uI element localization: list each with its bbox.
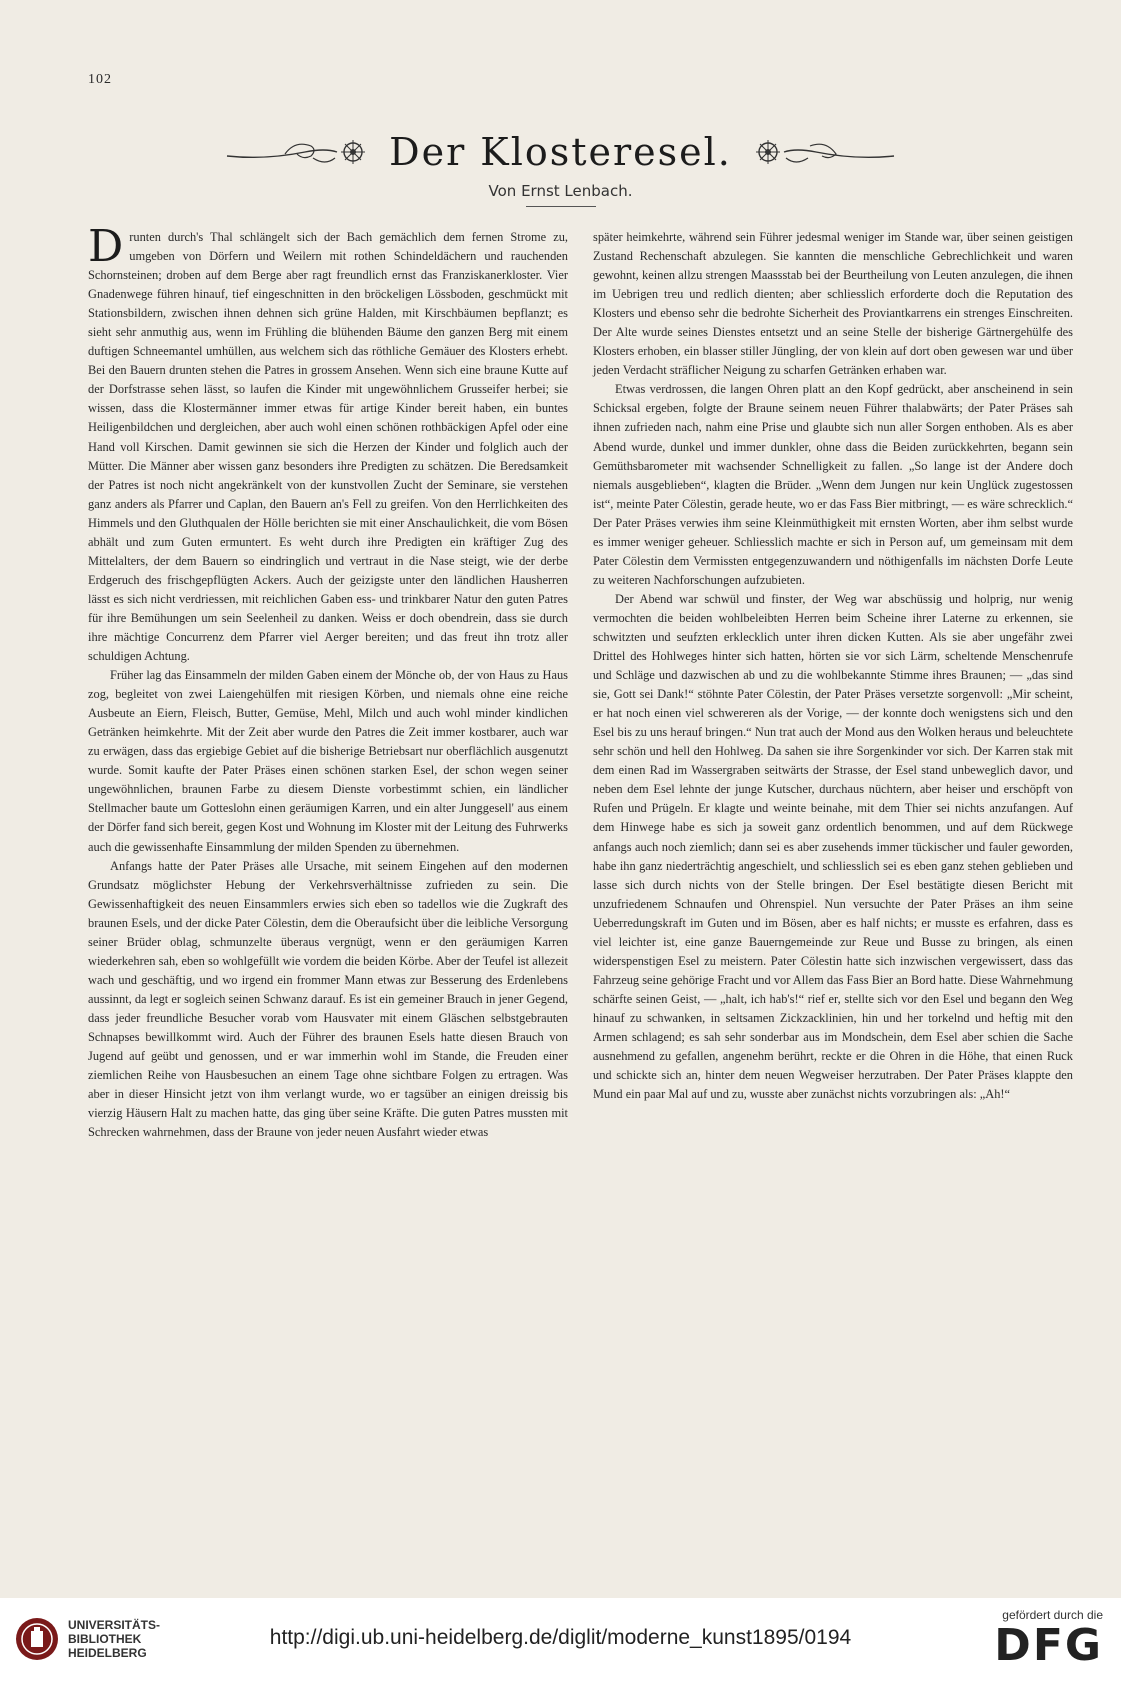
- right-ornament-icon: [746, 134, 896, 170]
- funder-label: gefördert durch die: [1002, 1608, 1103, 1622]
- paragraph: Der Abend war schwül und finster, der Weg war abschüssig und holprig, nur wenig vermochten die beiden wohlbeleibten Herren beim Scheine ihrer Laterne zu erkennen, sie schwitzten und seufzten erklecklich unter ihren dicken Kutten. Als sie aber ungefähr zwei Drittel des Hohlweges hinter sich hatten, hörten sie vor sich Lärm, scheltende Menschenrufe und Schläge und dazwischen ab und zu die wohlbekannte Stimme ihres Braunen; — „das sind sie, Gott sei Dank!“ stöhnte Pater Cölestin, der Pater Präses versetzte sorgenvoll: „Mir scheint, er hat noch einen viel schwereren als der Vorige, — der konnte doch wenigstens sich und den Esel bis zu uns herauf bringen.“ Nun trat auch der Mond aus den Wolken heraus und beleuchtete sehr schön und hell den Hohlweg. Da sahen sie ihre Sorgenkinder vor sich. Der Karren stak mit dem einen Rad im Wassergraben seitwärts der Strasse, der Esel stand unbeweglich davor, und neben dem Esel lehnte der junge Kutscher, durchaus nüchtern, aber heiser und erschöpft von Rufen und Prügeln. Er klagte und weinte beinahe, mit dem Thier sei nichts anzufangen. Auf dem Hinwege habe es sich ja soweit ganz ordentlich benommen, und auf dem Rückwege anfangs auch noch ziemlich; dann sei es aber zusehends immer tückischer und fauler geworden, habe ihn ganz niederträchtig angeschielt, und schliesslich sei es eben ganz stehen geblieben und lasse sich durch nichts von der Stelle bringen. Der Esel bestätigte diesen Bericht mit unzufriedenem Schnaufen und Ohrenspiel. Nun versuchte der Pater Präses an ihm seine Ueberredungskraft im Guten und im Bösen, aber es half nichts; er musste es erfahren, dass es viel leichter ist, eine ganze Bauerngemeinde zur Reue und Busse zu bringen, als einen widerspenstigen Esel zu meistern. Pater Cölestin hatte sich inzwischen vergewissert, dass das Fahrzeug seine gehörige Fracht und vor Allem das Fass Bier an Bord hatte. Diese Wahrnehmung schärfte seinen Geist, — „halt, ich hab's!“ rief er, stellte sich vor den Esel und begann den Weg hinauf zu schwanken, in seltsamen Zickzacklinien, hin und her torkelnd und heftig mit den Armen schlagend; es sah sehr sonderbar aus im Mondschein, dem Esel aber schien die Sache ausnehmend zu gefallen, angenehm berührt, reckte er die Ohren in die Höhe, that einen Ruck und schickte sich an, hinter dem neuen Wegweiser herzutraben. Der Pater Präses klappte den Mund ein paar Mal auf und zu, wusste aber zunächst nichts vorzubringen als: „Ah!“: [593, 591, 1073, 1102]
- text-columns: [88, 221, 1073, 1142]
- paragraph: Anfangs hatte der Pater Präses alle Ursache, mit seinem Eingehen auf den modernen Grundsatz möglichster Hebung der Verkehrsverhältnisse zufrieden zu sein. Die Gewissenhaftigkeit des neuen Einsammlers erwies sich eben so tadellos wie die Zugkraft des braunen Esels, und der dicke Pater Cölestin, dem die Oberaufsicht über die leibliche Versorgung seiner Brüder oblag, schmunzelte überaus vergnügt, wenn er den geräumigen Karren wiederkehren sah, eben so wohlgefüllt wie vordem die beiden Körbe. Aber der Teufel ist allezeit wach und geschäftig, und wo irgend ein frommer Mann etwas zur Besserung des Erdenlebens aussinnt, da legt er sogleich seinen Schwanz darauf. Es ist ein gemeiner Brauch in jener Gegend, dass jeder freundliche Besucher vorab vom Hausvater mit einem Gläschen selbstgebrauten Schnapses bewillkommt wird. Auch der Führer des braunen Esels hatte diesen Brauch von Jugend auf geübt und genossen, und er war immerhin wohl im Stande, die Freuden einer ziemlichen Reihe von Hausbesuchen an einem Tage ohne sichtbare Folgen zu ertragen. Was aber in dieser Hinsicht jetzt von ihm verlangt wurde, wo er tagsüber an einigen dreissig bis vierzig Häusern Halt zu machen hatte, das ging über seine Kräfte. Die guten Patres mussten mit Schrecken wahrnehmen, dass der Braune von jeder neuen Ausfahrt wieder etwas: [88, 858, 568, 1140]
- article-author: Von Ernst Lenbach.: [488, 182, 633, 200]
- paragraph: [88, 221, 568, 666]
- paragraph: Etwas verdrossen, die langen Ohren platt an den Kopf gedrückt, aber anscheinend in sein Schicksal ergeben, folgte der Braune seinem neuen Führer thalabwärts; der Pater Präses sah ihnen zufrieden nach, nahm eine Prise und glaubte sich nun aller Sorgen enthoben. Als es aber Abend wurde, dunkel und immer dunkler, ohne dass die Beiden zurückkehrten, begann sein Gemüthsbarometer mit wachsender Schnelligkeit zu fallen. „So lange ist der Andere doch niemals ausgeblieben“, klagten die Brüder. „Wenn dem Jungen nur kein Unglück zugestossen ist“, meinte Pater Cölestin, gerade heute, wo er das Fass Bier mitbringt, — es wäre schrecklich.“ Der Pater Präses verwies ihm seine Kleinmüthigkeit mit ernsten Worten, aber ihm selbst wurde es immer weniger geheuer. Schliesslich machte er sich in Person auf, um gemeinsam mit dem Pater Cölestin dem Vermissten entgegenzuwandern und nöthigenfalls im nächsten Dorfe Leute zu weiteren Nachforschungen aufzubieten.: [593, 382, 1073, 587]
- title-divider: [526, 206, 596, 207]
- page-number: 102: [88, 72, 112, 87]
- title-row: [0, 130, 1121, 174]
- left-column: [88, 221, 568, 1142]
- library-name-line: UNIVERSITÄTS-: [68, 1618, 161, 1632]
- funder-block[interactable]: [994, 1608, 1103, 1670]
- article-title: Der Klosteresel.: [389, 130, 732, 174]
- article-heading: [0, 130, 1121, 207]
- library-name-line: HEIDELBERG: [68, 1646, 147, 1660]
- left-ornament-icon: [225, 134, 375, 170]
- paragraph-text: runten durch's Thal schlängelt sich der Bach gemächlich dem fernen Strome zu, umgeben von Dörfern und Weilern mit rothen Schindeldächern und rauchenden Schornsteinen; droben auf dem Berge aber ragt freundlich ernst das Franziskanerkloster. Vier Gnadenwege führen hinauf, tief eingeschnitten in den bröckeligen Lössboden, geschmückt mit Stationsbildern, zwischen ihnen dehnen sich grüne Halden, mit Kirschbäumen bepflanzt; es sieht sehr anmuthig aus, wenn im Frühling die blühenden Bäume den ganzen Berg mit einem duftigen Schneemantel umhüllen, aus welchem sich das röthliche Gemäuer des Klosters erhebt. Bei den Bauern drunten stehen die Patres in grossem Ansehen. Wenn sich eine braune Kutte auf der Dorfstrasse sehen lässt, so laufen die Kinder mit ungewöhnlichem Grusseifer herbei; sie wissen, dass die Klostermänner immer etwas für artige Kinder bereit haben, ein buntes Heiligenbildchen und dergleichen, aber auch wohl einen schönen rothbäckigen Apfel oder eine Hand voll Kirschen. Damit gewinnen sie sich die Herzen der Kinder und folglich auch der Mütter. Die Männer aber wissen ganz besonders ihre Predigten zu schätzen. Die Beredsamkeit der Patres ist noch nicht angekränkelt von der kunstvollen Zucht der Seminare, sie verstehen ganz anders als Pfarrer und Caplan, den Bauern an's Fell zu greifen. Von den Herrlichkeiten des Himmels und den Gluthqualen der Hölle berichten sie mit einer Anschaulichkeit, die vom Bösen abhält und zum Guten ermuntert. Es weht durch ihre Predigten ein kräftiger Zug des Mittelalters, der dem Bauern so eindringlich und vertraut in die Nase steigt, wie der derbe Erdgeruch des frischgepflügten Ackers. Auch der geizigste unter den ländlichen Hausherren lässt es sich nicht verdriessen, mit reichlichen Gaben ess- und trinkbarer Natur den guten Patres für ihre Bemühungen um sein Seelenheil zu danken. Weiss er doch obendrein, dass sie durch ihre mächtige Concurrenz dem Pfarrer viel Aerger bereiten; und das freut ihn trotz aller schuldigen Achtung.: [88, 230, 568, 664]
- paragraph: Früher lag das Einsammeln der milden Gaben einem der Mönche ob, der von Haus zu Haus zog, begleitet von zwei Laiengehülfen mit riesigen Körben, und niemals ohne eine reiche Ausbeute an Eiern, Fleisch, Butter, Gemüse, Mehl, Milch und auch wohl minder kindlichen Getränken heimkehrte. Mit der Zeit aber wurde den Patres die Zeit immer kostbarer, auch war zu erwägen, dass das ergiebige Gebiet auf die bisherige Betriebsart nur oberflächlich ausgenutzt wurde. Somit kaufte der Pater Präses einen schönen starken Esel, der schon wegen seiner ungewöhnlichen, braunen Farbe zu diesem Dienste vorbestimmt schien, ein ländlicher Stellmacher baute um Gotteslohn einen geräumigen Karren, und ein alter Junggesell' aus einem der Dörfer fand sich bereit, gegen Kost und Wohnung im Kloster mit der Leitung des Fuhrwerks auch die gewissenhafte Einsammlung der milden Spenden zu übernehmen.: [88, 668, 568, 854]
- dfg-logo: DFG: [994, 1620, 1103, 1671]
- paragraph: später heimkehrte, während sein Führer jedesmal weniger im Stande war, über seinen geistigen Zustand Rechenschaft abzulegen. Sie kannten die menschliche Gebrechlichkeit und waren gewohnt, keinen allzu strengen Maassstab bei der Beurtheilung von Leuten anzulegen, die ihnen im Uebrigen treu und redlich dienten; aber schliesslich erforderte doch die Reputation des Klosters und ebenso sehr die bedrohte Sicherheit des Proviantkarrens ein strenges Einschreiten. Der Alte wurde seines Dienstes entsetzt und an seine Stelle der bisherige Gärtnergehülfe des Klosters erhoben, ein blasser stiller Jüngling, der von klein auf dort oben gewesen war und über jeden Verdacht sträflicher Neigung zu scharfen Getränken erhaben war.: [593, 230, 1073, 378]
- viewer-footer: [0, 1598, 1121, 1685]
- library-name-line: BIBLIOTHEK: [68, 1632, 142, 1646]
- right-column: [593, 228, 1073, 1142]
- drop-cap: D: [88, 221, 124, 272]
- permalink-url[interactable]: http://digi.ub.uni-heidelberg.de/diglit/moderne_kunst1895/0194: [269, 1626, 852, 1649]
